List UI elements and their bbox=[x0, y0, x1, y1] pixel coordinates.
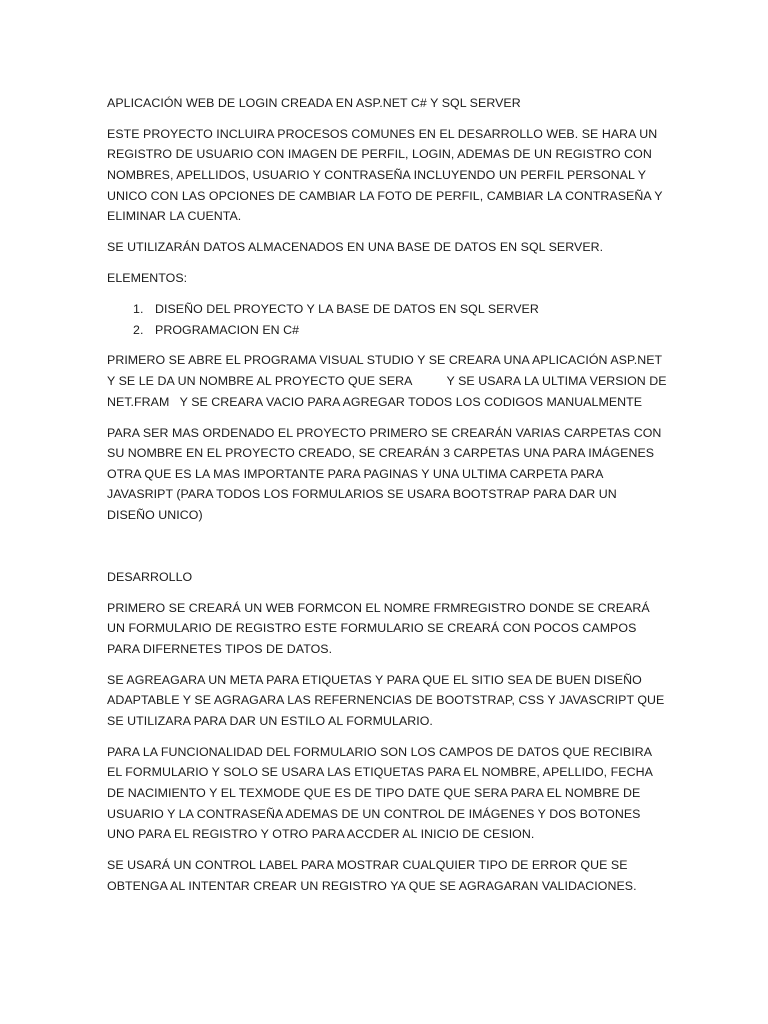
development-paragraph-4: SE USARÁ UN CONTROL LABEL PARA MOSTRAR CUALQUIER TIPO DE ERROR QUE SE OBTENGA AL INTENTAR CREAR UN REGISTRO YA QUE SE AGRAGARAN VALIDACIONES. bbox=[107, 858, 637, 893]
list-item-text: PROGRAMACION EN C# bbox=[155, 322, 300, 337]
development-paragraph-1: PRIMERO SE CREARÁ UN WEB FORMCON EL NOMRE FRMREGISTRO DONDE SE CREARÁ UN FORMULARIO DE REGISTRO ESTE FORMULARIO SE CREARÁ CON POCOS CAMPOS PARA DIFERNETES TIPOS DE DATOS. bbox=[107, 600, 654, 656]
document-title: APLICACIÓN WEB DE LOGIN CREADA EN ASP.NET C# Y SQL SERVER bbox=[107, 96, 521, 110]
development-heading: DESARROLLO bbox=[107, 569, 193, 584]
elements-list bbox=[107, 299, 667, 340]
section-spacer bbox=[107, 536, 667, 567]
list-item-number: 2. bbox=[133, 322, 144, 337]
list-item-number: 1. bbox=[133, 301, 144, 316]
step-open-paragraph: PRIMERO SE ABRE EL PROGRAMA VISUAL STUDIO Y SE CREARA UNA APLICACIÓN ASP.NET Y SE LE DA UN NOMBRE AL PROYECTO QUE SERA Y SE USARA LA ULTIMA VERSION DE NET.FRAM Y SE CREARA VACIO PARA AGREGAR TODOS LOS CODIGOS MANUALMENTE bbox=[107, 353, 671, 409]
document-body bbox=[107, 93, 671, 907]
data-note-paragraph: SE UTILIZARÁN DATOS ALMACENADOS EN UNA BASE DE DATOS EN SQL SERVER. bbox=[107, 240, 604, 255]
development-paragraph-3: PARA LA FUNCIONALIDAD DEL FORMULARIO SON LOS CAMPOS DE DATOS QUE RECIBIRA EL FORMULARIO Y SOLO SE USARA LAS ETIQUETAS PARA EL NOMBRE, APELLIDO, FECHA DE NACIMIENTO Y EL TEXMODE QUE ES DE TIPO DATE QUE SERA PARA EL NOMBRE DE USUARIO Y LA CONTRASEÑA ADEMAS DE UN CONTROL DE IMÁGENES Y DOS BOTONES UNO PARA EL REGISTRO Y OTRO PARA ACCDER AL INICIO DE CESION. bbox=[107, 744, 656, 842]
list-item bbox=[107, 299, 667, 320]
intro-paragraph: ESTE PROYECTO INCLUIRA PROCESOS COMUNES EN EL DESARROLLO WEB. SE HARA UN REGISTRO DE USUARIO CON IMAGEN DE PERFIL, LOGIN, ADEMAS DE UN REGISTRO CON NOMBRES, APELLIDOS, USUARIO Y CONTRASEÑA INCLUYENDO UN PERFIL PERSONAL Y UNICO CON LAS OPCIONES DE CAMBIAR LA FOTO DE PERFIL, CAMBIAR LA CONTRASEÑA Y ELIMINAR LA CUENTA. bbox=[107, 126, 666, 224]
elements-heading: ELEMENTOS: bbox=[107, 271, 188, 286]
list-item bbox=[107, 320, 667, 341]
list-item-text: DISEÑO DEL PROYECTO Y LA BASE DE DATOS EN SQL SERVER bbox=[155, 301, 539, 316]
step-folders-paragraph: PARA SER MAS ORDENADO EL PROYECTO PRIMERO SE CREARÁN VARIAS CARPETAS CON SU NOMBRE EN EL PROYECTO CREADO, SE CREARÁN 3 CARPETAS UNA PARA IMÁGENES OTRA QUE ES LA MAS IMPORTANTE PARA PAGINAS Y UNA ULTIMA CARPETA PARA JAVASRIPT (PARA TODOS LOS FORMULARIOS SE USARA BOOTSTRAP PARA DAR UN DISEÑO UNICO) bbox=[107, 425, 665, 522]
development-paragraph-2: SE AGREAGARA UN META PARA ETIQUETAS Y PARA QUE EL SITIO SEA DE BUEN DISEÑO ADAPTABLE Y SE AGRAGARA LAS REFERNENCIAS DE BOOTSTRAP, CSS Y JAVASCRIPT QUE SE UTILIZARA PARA DAR UN ESTILO AL FORMULARIO. bbox=[107, 672, 668, 728]
